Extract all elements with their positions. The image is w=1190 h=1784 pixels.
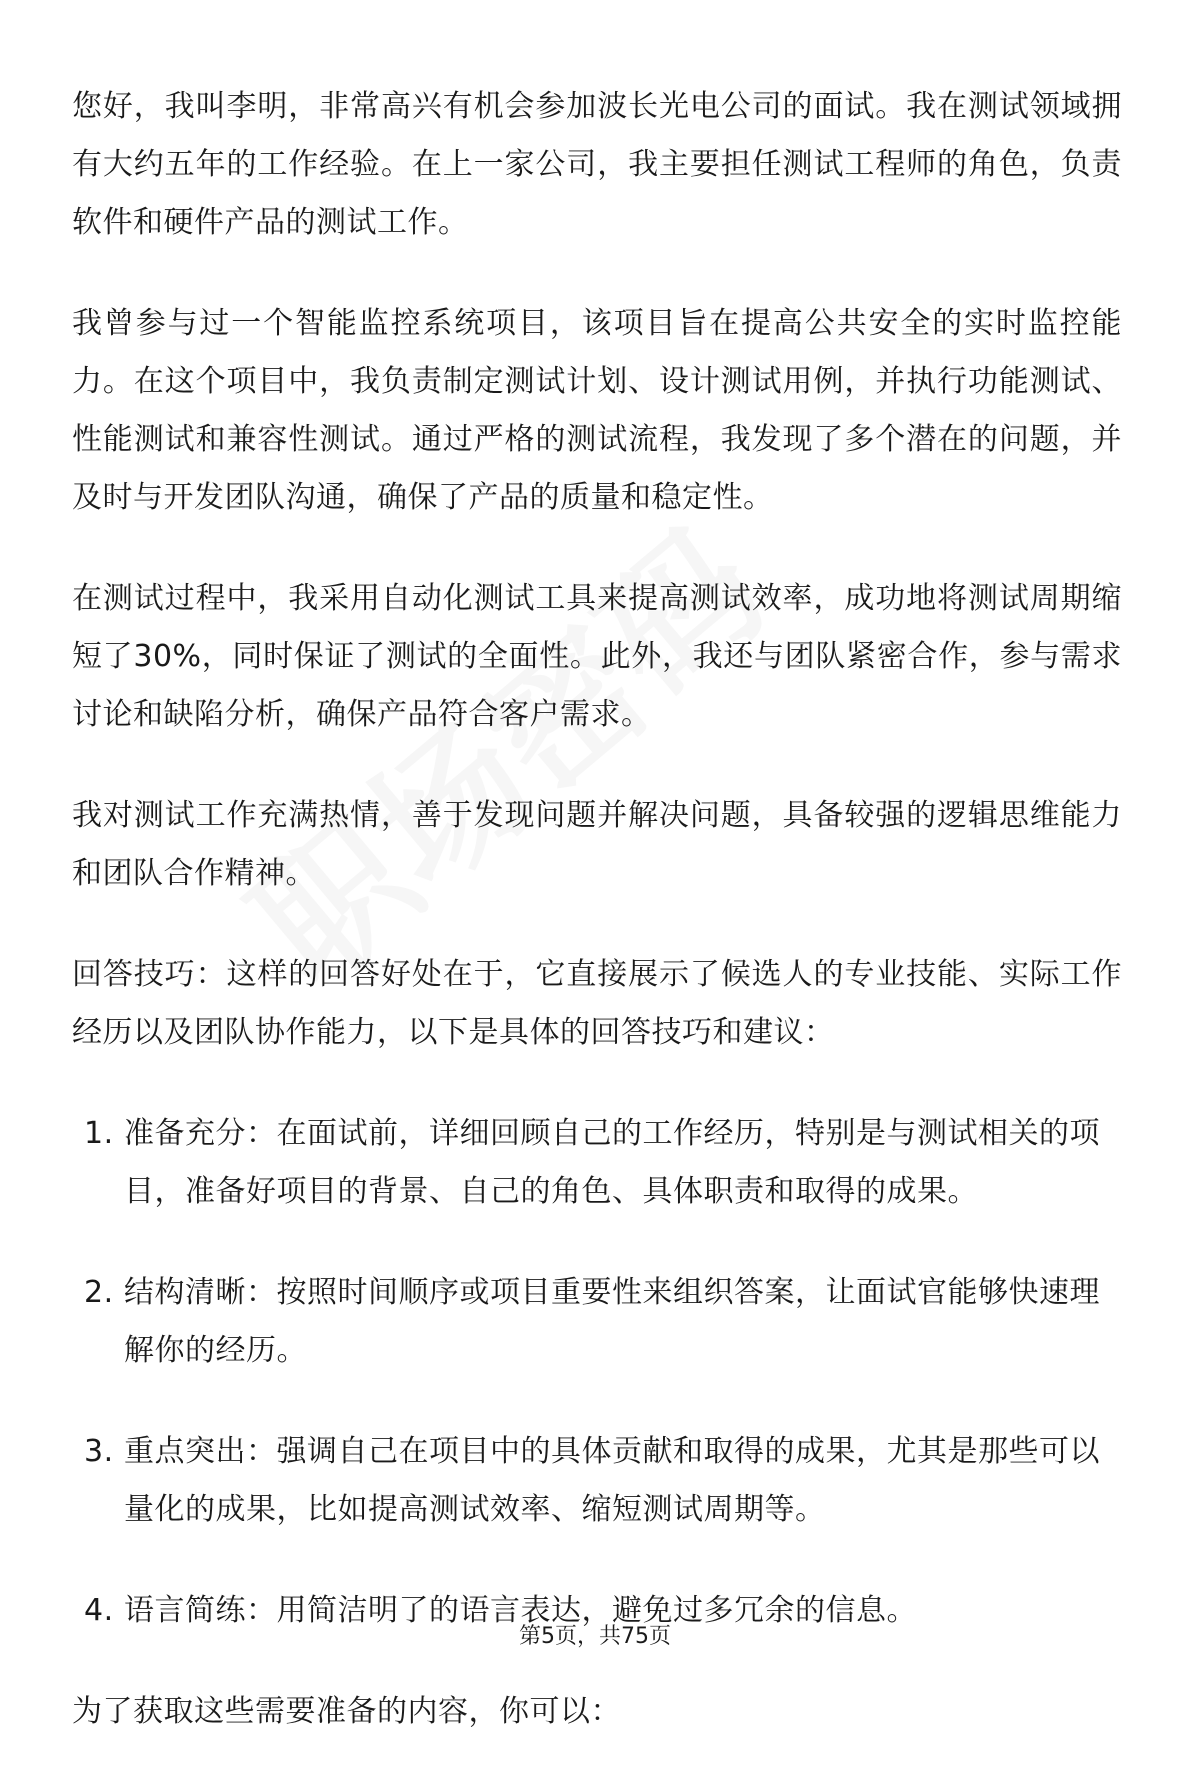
- list-text: 语言简练：用简洁明了的语言表达，避免过多冗余的信息。: [124, 1593, 917, 1628]
- list-item: [72, 1105, 1122, 1221]
- closing-paragraph: 为了获取这些需要准备的内容，你可以：: [72, 1694, 621, 1729]
- list-text: 准备充分：在面试前，详细回顾自己的工作经历，特别是与测试相关的项目，准备好项目的背景、自己的角色、具体职责和取得的成果。: [124, 1116, 1100, 1209]
- list-number: 4.: [84, 1593, 114, 1628]
- page-footer: 第5页，共75页: [519, 1624, 671, 1649]
- tips-intro-paragraph: 回答技巧：这样的回答好处在于，它直接展示了候选人的专业技能、实际工作经历以及团队协作能力，以下是具体的回答技巧和建议：: [72, 957, 1122, 1050]
- list-text: 结构清晰：按照时间顺序或项目重要性来组织答案，让面试官能够快速理解你的经历。: [124, 1275, 1100, 1368]
- intro-paragraph: 您好，我叫李明，非常高兴有机会参加波长光电公司的面试。我在测试领域拥有大约五年的工作经验。在上一家公司，我主要担任测试工程师的角色，负责软件和硬件产品的测试工作。: [72, 89, 1122, 240]
- list-item: [72, 1423, 1122, 1539]
- list-item: [72, 1264, 1122, 1380]
- passion-paragraph: 我对测试工作充满热情，善于发现问题并解决问题，具备较强的逻辑思维能力和团队合作精神。: [72, 798, 1122, 891]
- tips-list: [72, 1105, 1122, 1640]
- document-body: [72, 78, 1122, 1784]
- automation-paragraph: 在测试过程中，我采用自动化测试工具来提高测试效率，成功地将测试周期缩短了30%，同时保证了测试的全面性。此外，我还与团队紧密合作，参与需求讨论和缺陷分析，确保产品符合客户需求。: [72, 581, 1122, 732]
- list-number: 1.: [84, 1116, 114, 1151]
- project-paragraph: 我曾参与过一个智能监控系统项目，该项目旨在提高公共安全的实时监控能力。在这个项目中，我负责制定测试计划、设计测试用例，并执行功能测试、性能测试和兼容性测试。通过严格的测试流程，我发现了多个潜在的问题，并及时与开发团队沟通，确保了产品的质量和稳定性。: [72, 306, 1122, 515]
- list-number: 2.: [84, 1275, 114, 1310]
- list-text: 重点突出：强调自己在项目中的具体贡献和取得的成果，尤其是那些可以量化的成果，比如提高测试效率、缩短测试周期等。: [124, 1434, 1100, 1527]
- list-number: 3.: [84, 1434, 114, 1469]
